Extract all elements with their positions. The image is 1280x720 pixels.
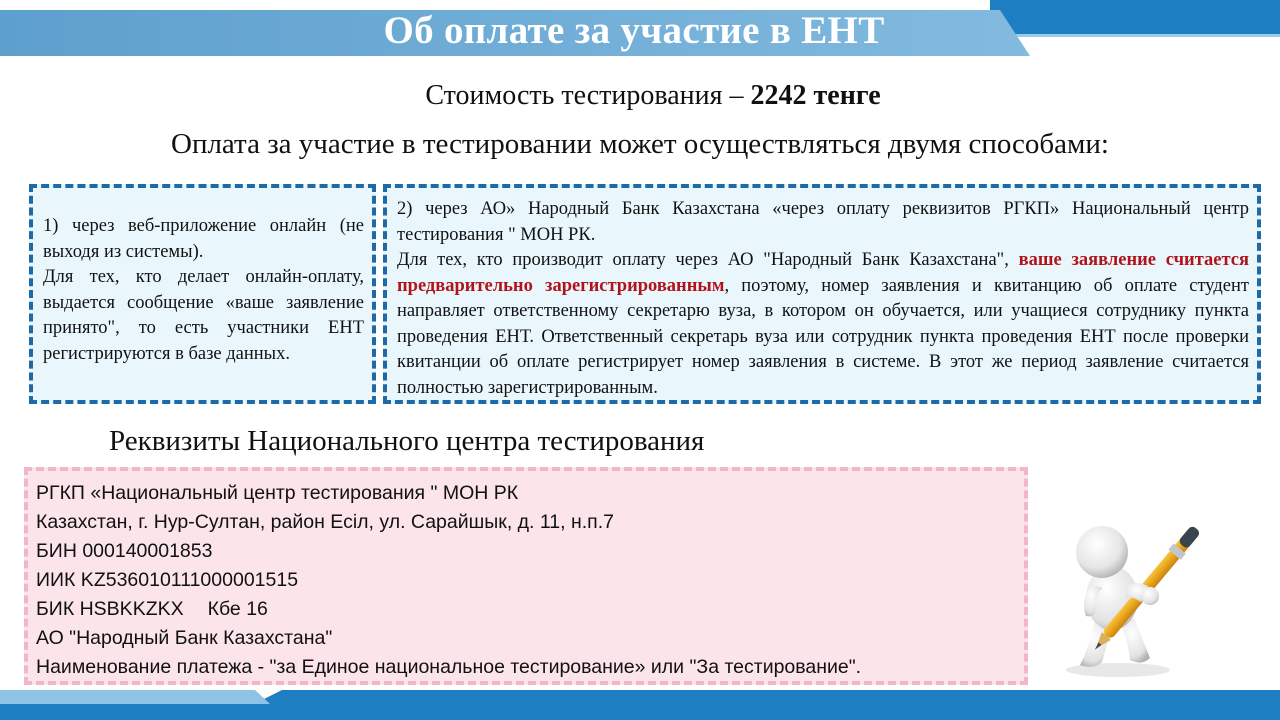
requisites-payment: Наименование платежа - "за Единое национальное тестирование» или "За тестирование". — [36, 656, 862, 678]
page-title: Об оплате за участие в ЕНТ — [383, 9, 885, 52]
requisites-box — [24, 467, 1028, 685]
cost-line — [0, 80, 1280, 112]
payment-methods-intro: Оплата за участие в тестировании может осуществляться двумя способами: — [171, 128, 1109, 160]
requisites-kbe: Кбе 16 — [207, 598, 268, 620]
payment-option-online — [29, 184, 376, 404]
requisites-address: Казахстан, г. Нур-Султан, район Есіл, ул. Сарайшык, д. 11, н.п.7 — [36, 511, 614, 533]
requisites-bank: АО "Народный Банк Казахстана" — [36, 627, 333, 649]
payment-option-bank — [383, 184, 1261, 404]
option-bank-text-end: , поэтому, номер заявления и квитанцию об оплате студент направляет ответственному секретарю вуза, в котором он обучается, или учащиеся сотруднику пункта проведения ЕНТ. Ответственный секретарь вуза или сотрудник пункта проведения ЕНТ после проверки квитанции об оплате регистрирует номер заявления в системе. В этот же период заявление считается полностью зарегистрированным. — [397, 275, 1250, 398]
requisites-org: РГКП «Национальный центр тестирования " МОН РК — [36, 482, 519, 504]
requisites-iik: ИИК KZ536010111000001515 — [36, 569, 299, 591]
option-bank-text-start: Для тех, кто производит оплату через АО "Народный Банк Казахстана", — [397, 250, 1009, 270]
requisites-bin: БИН 000140001853 — [36, 540, 213, 562]
option-bank-text — [397, 248, 1249, 401]
option-online-text: Для тех, кто делает онлайн-оплату, выдается сообщение «ваше заявление принято", то есть участники ЕНТ регистрируются в базе данных. — [43, 267, 364, 364]
cost-value: 2242 тенге — [750, 80, 881, 111]
person-with-pen-icon — [1050, 510, 1200, 680]
requisites-bik: БИК HSBKKZKX — [36, 598, 184, 620]
cost-label: Стоимость тестирования – — [425, 80, 744, 111]
requisites-bik-line — [36, 595, 1016, 624]
requisites-title: Реквизиты Национального центра тестирования — [109, 425, 705, 457]
option-bank-highlight: ваше заявление считается предварительно зарегистрированным — [397, 250, 1250, 296]
footer-accent — [0, 690, 270, 704]
option-bank-title: 2) через АО» Народный Банк Казахстана «через оплату реквизитов РГКП» Национальный центр тестирования " МОН РК. — [397, 199, 1249, 245]
option-online-title: 1) через веб-приложение онлайн (не выходя из системы). — [43, 216, 364, 262]
